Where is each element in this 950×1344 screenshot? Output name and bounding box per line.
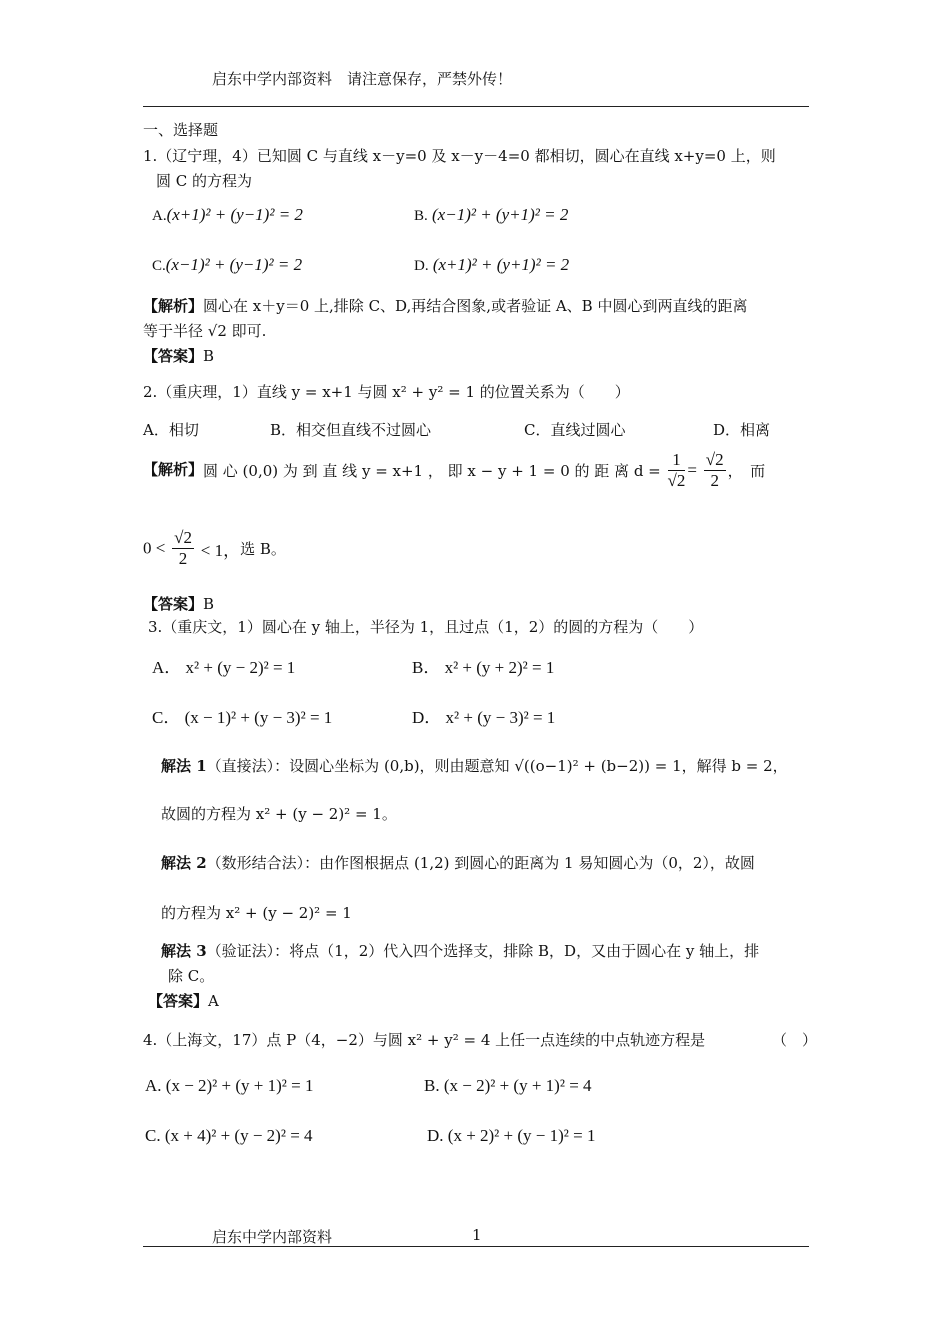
q3-option-d: D． x² + (y − 3)² = 1	[412, 708, 556, 727]
q4-option-c: C. (x + 4)² + (y − 2)² = 4	[145, 1126, 313, 1145]
q1-option-d: D. (x+1)² + (y+1)² = 2	[414, 255, 570, 274]
q2-inequality: 0 < $\frac{√2}{2}$ < 1，选 B。	[143, 528, 286, 568]
q2-stem: 2.（重庆理，1）直线 y = x+1 与圆 x² + y² = 1 的位置关系为（ ）	[143, 383, 630, 401]
q2-option-c: C．直线过圆心	[524, 421, 626, 439]
q4-option-d: D. (x + 2)² + (y − 1)² = 1	[427, 1126, 596, 1145]
q2-analysis: 【解析】圆 心 (0,0) 为 到 直 线 y = x+1 ， 即 x − y + 1 = 0 的 距 离 d = $\frac{1}{√2}$ = $\frac{√2}{2}$ ， 而	[143, 450, 766, 490]
fraction-1-over-root2: $\frac{1}{√2}$	[667, 450, 686, 490]
page-footer: 启东中学内部资料	[212, 1228, 333, 1246]
q3-option-a: A． x² + (y − 2)² = 1	[152, 658, 296, 677]
q3-option-c: C． (x − 1)² + (y − 3)² = 1	[152, 708, 333, 727]
q3-method-2: 解法 2（数形结合法）：由作图根据点 (1,2) 到圆心的距离为 1 易知圆心为（0，2），故圆	[161, 854, 755, 872]
q2-answer: 【答案】B	[143, 595, 215, 613]
q4-option-a: A. (x − 2)² + (y + 1)² = 1	[145, 1076, 314, 1095]
fraction-root2-over-2-b: $\frac{√2}{2}$	[174, 528, 192, 568]
q3-method-1: 解法 1（直接法）：设圆心坐标为 (0,b)，则由题意知 √((o−1)² + (b−2)) = 1，解得 b = 2，	[161, 757, 788, 775]
q1-option-b: B. (x−1)² + (y+1)² = 2	[414, 205, 569, 224]
q4-answer-paren: （ ）	[772, 1031, 818, 1049]
q3-method-3-cont: 除 C。	[168, 967, 215, 985]
page-number: 1	[472, 1226, 482, 1244]
q1-option-a: A.(x+1)² + (y−1)² = 2	[152, 205, 303, 224]
q1-stem-cont: 圆 C 的方程为	[156, 172, 253, 190]
fraction-root2-over-2: $\frac{√2}{2}$	[705, 450, 724, 490]
q3-option-b: B． x² + (y + 2)² = 1	[412, 658, 555, 677]
q1-analysis: 【解析】圆心在 x＋y＝0 上,排除 C、D,再结合图象,或者验证 A、B 中圆心到两直线的距离	[143, 297, 748, 315]
q4-option-b: B. (x − 2)² + (y + 1)² = 4	[424, 1076, 592, 1095]
q3-method-2-cont: 的方程为 x² + (y − 2)² = 1	[161, 904, 352, 922]
section-title: 一、选择题	[143, 121, 219, 139]
q2-option-d: D．相离	[713, 421, 771, 439]
q3-answer: 【答案】A	[148, 992, 219, 1010]
q2-option-a: A．相切	[143, 421, 199, 439]
q1-stem: 1.（辽宁理，4）已知圆 C 与直线 x－y=0 及 x－y－4=0 都相切，圆心在直线 x+y=0 上，则	[143, 147, 776, 165]
page-header: 启东中学内部资料 请注意保存，严禁外传！	[212, 70, 513, 88]
q1-option-c: C.(x−1)² + (y−1)² = 2	[152, 255, 303, 274]
q3-stem: 3.（重庆文，1）圆心在 y 轴上，半径为 1，且过点（1，2）的圆的方程为（ ）	[148, 618, 704, 636]
header-rule	[143, 106, 809, 107]
q3-method-3: 解法 3（验证法）：将点（1，2）代入四个选择支，排除 B，D，又由于圆心在 y 轴上，排	[161, 942, 760, 960]
q1-answer: 【答案】B	[143, 347, 215, 365]
q3-method-1-cont: 故圆的方程为 x² + (y − 2)² = 1。	[161, 805, 397, 823]
footer-rule	[143, 1246, 809, 1247]
q4-stem: 4.（上海文，17）点 P（4，−2）与圆 x² + y² = 4 上任一点连续的中点轨迹方程是	[143, 1031, 706, 1049]
q1-analysis-cont: 等于半径 √2 即可.	[143, 322, 267, 340]
q2-option-b: B．相交但直线不过圆心	[270, 421, 432, 439]
